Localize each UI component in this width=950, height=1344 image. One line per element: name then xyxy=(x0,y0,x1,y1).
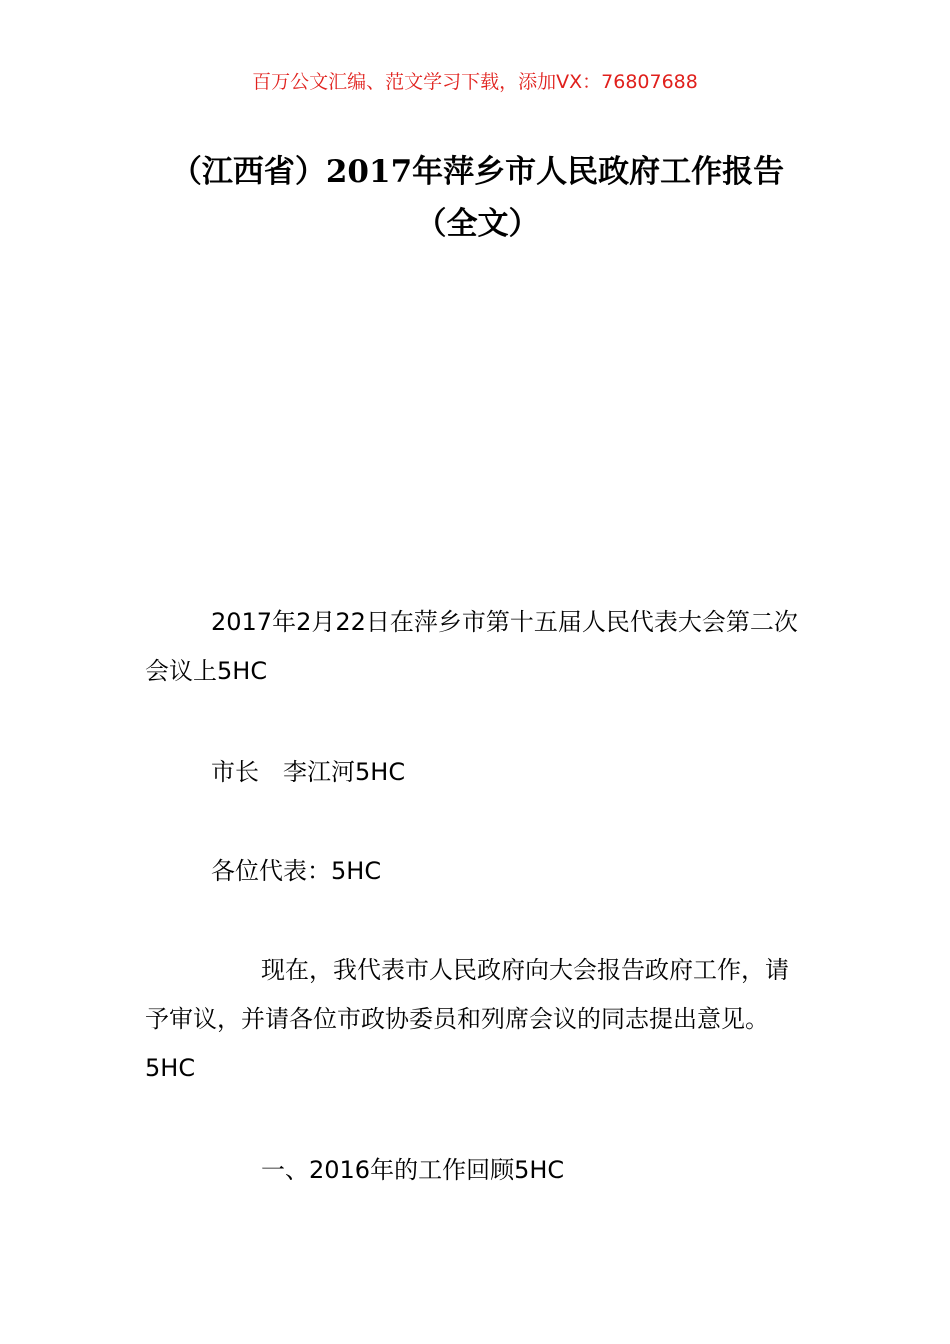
section-heading: 一、2016年的工作回顾5HC xyxy=(261,1156,565,1184)
document-title: （江西省）2017年萍乡市人民政府工作报告（全文） xyxy=(170,154,785,242)
intro-paragraph: 现在，我代表市人民政府向大会报告政府工作，请予审议，并请各位市政协委员和列席会议的同志提出意见。5HC xyxy=(145,956,789,1082)
greeting-line: 各位代表：5HC xyxy=(211,857,382,885)
header-promo-note: 百万公文汇编、范文学习下载，添加VX：76807688 xyxy=(252,71,698,93)
meeting-date-line: 2017年2月22日在萍乡市第十五届人民代表大会第二次会议上5HC xyxy=(145,608,798,685)
mayor-line: 市长 李江河5HC xyxy=(211,758,406,786)
